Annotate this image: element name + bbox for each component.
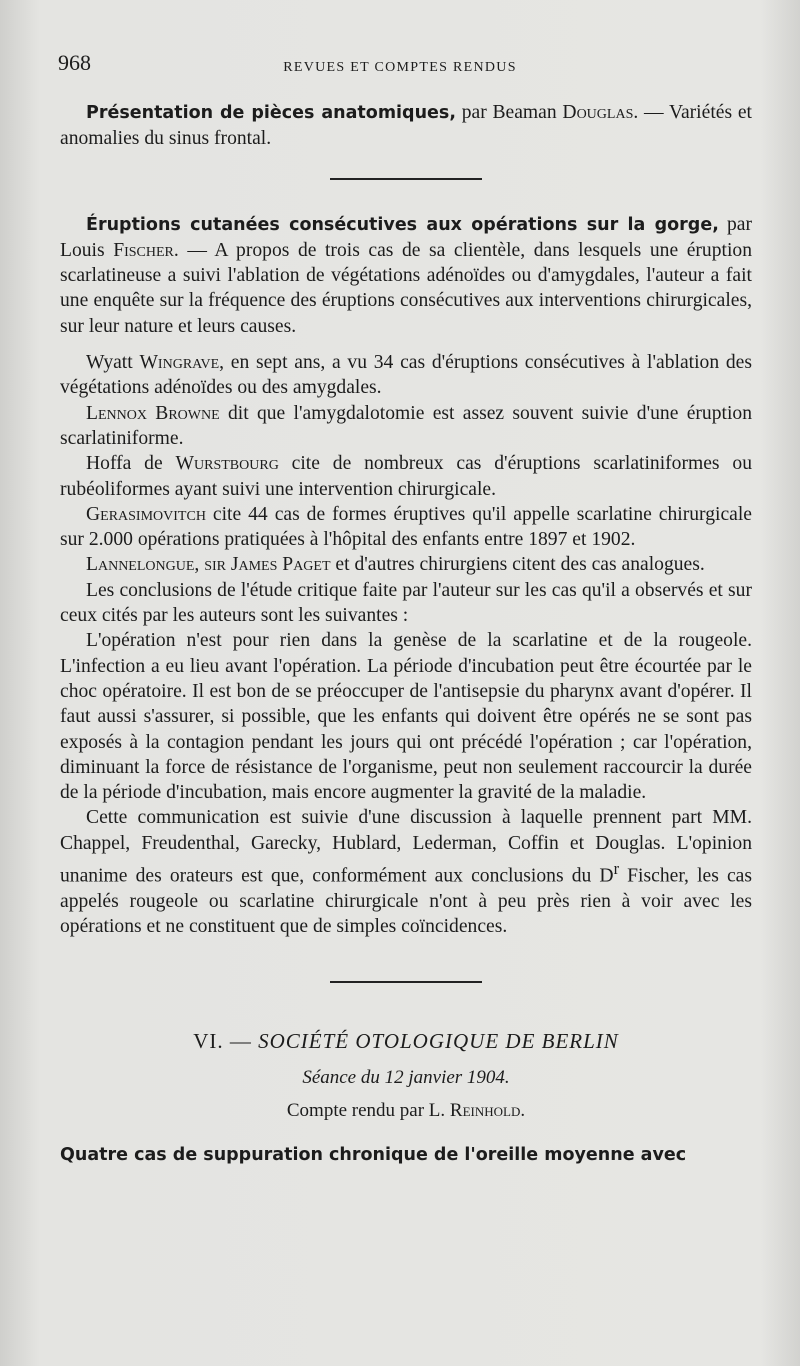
- session-date: Séance du 12 janvier 1904.: [302, 1066, 510, 1088]
- paragraph-hoffa: Hoffa de Wurstbourg cite de nombreux cas d'éruptions scarlatiniformes ou rubéoliformes ayant suivi une intervention chirurgicale.: [60, 453, 752, 500]
- paragraph-lennox-browne: Lennox Browne dit que l'amygdalotomie est assez souvent suivie d'une éruption scarlatiniforme.: [60, 402, 752, 449]
- report-credit: Compte rendu par L. Reinhold.: [286, 1100, 526, 1122]
- paragraph-wingrave: Wyatt Wingrave, en sept ans, a vu 34 cas d'éruptions consécutives à l'ablation des végétations adénoïdes ou des amygdales.: [60, 352, 752, 399]
- paragraph-operation: L'opération n'est pour rien dans la genèse de la scarlatine et de la rougeole. L'infection a eu lieu avant l'opération. La période d'incubation peut être écourtée par le choc opératoire. Il est bon de se préoccuper de l'antisepsie du pharynx avant d'opérer. Il faut aussi s'assurer, si possible, que les enfants qui doivent être opérés ne se sont pas exposés à la contagion pendant les jours qui ont précédé l'opération ; car l'opération, diminuant la force de résistance de l'organisme, peut non seulement raccourcir la durée de la période d'incubation, mais encore augmenter la gravité de la maladie.: [60, 630, 752, 804]
- article-title-suppuration: Quatre cas de suppuration chronique de l'oreille moyenne avec: [60, 1145, 687, 1166]
- article-douglas: Présentation de pièces anatomiques, par Beaman Douglas. — Variétés et anomalies du sinus frontal.: [60, 102, 752, 150]
- article-title: Éruptions cutanées consécutives aux opérations sur la gorge,: [86, 214, 719, 235]
- page-content: [60, 100, 752, 1169]
- author-name: Fischer: [113, 239, 174, 261]
- article-fischer: Éruptions cutanées consécutives aux opérations sur la gorge, par Louis Fischer. — A propos de trois cas de sa clientèle, dans lesquels une éruption scarlatineuse a suivi l'ablation de végétations adénoïdes ou d'amygdales, l'auteur a fait une enquête sur la fréquence des éruptions consécutives aux interventions chirurgicales, sur leur nature et leurs causes.: [60, 213, 753, 337]
- separator-rule: [330, 981, 482, 983]
- author-name: Douglas: [562, 102, 634, 123]
- running-title: REVUES ET COMPTES RENDUS: [283, 60, 517, 75]
- page-header: [58, 50, 742, 82]
- paragraph-gerasimovitch: Gerasimovitch cite 44 cas de formes éruptives qu'il appelle scarlatine chirurgicale sur 2.000 opérations pratiquées à l'hôpital des enfants entre 1897 et 1902.: [60, 503, 752, 551]
- paragraph-lannelongue: Lannelongue, sir James Paget et d'autres chirurgiens citent des cas analogues.: [86, 554, 705, 576]
- paragraph-conclusions: Les conclusions de l'étude critique faite par l'auteur sur les cas qu'il a observés et sur ceux cités par les auteurs sont les suivantes :: [60, 579, 752, 627]
- page-number: 968: [58, 50, 91, 75]
- article-title: Présentation de pièces anatomiques,: [86, 103, 456, 123]
- separator-rule: [330, 178, 482, 180]
- paragraph-discussion: Cette communication est suivie d'une discussion à laquelle prennent part MM. Chappel, Freudenthal, Garecky, Hublard, Lederman, Coffin et Douglas. L'opinion unanime des orateurs est que, conformément aux conclusions du $D^r$ Fischer, les cas appelés rougeole ou scarlatine chirurgicale n'ont à peu près rien à voir avec les opérations et ne constituent que de simples coïncidences.: [60, 807, 752, 938]
- section-title: VI. — SOCIÉTÉ OTOLOGIQUE DE BERLIN: [193, 1029, 619, 1054]
